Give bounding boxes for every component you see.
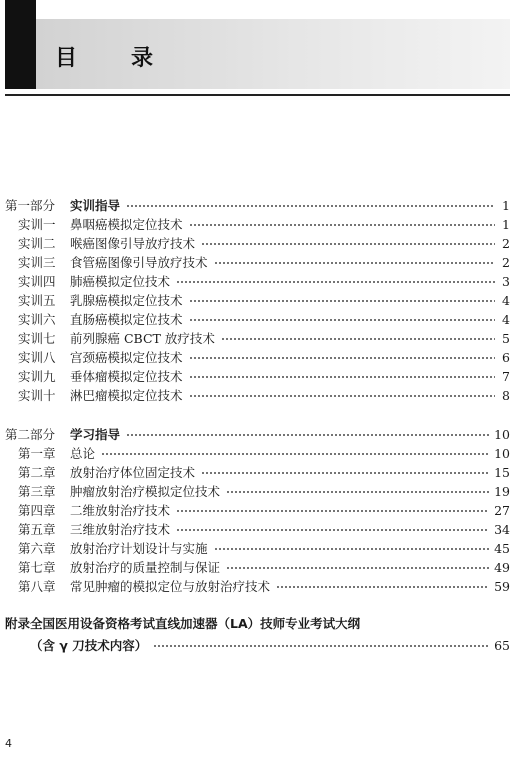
toc-entry — [5, 482, 510, 501]
entry-title: 常见肿瘤的模拟定位与放射治疗技术 — [70, 579, 271, 594]
dot-leader — [201, 242, 495, 246]
entry-page: 34 — [494, 522, 510, 537]
part-label: 第一部分 — [5, 198, 56, 213]
entry-page: 3 — [502, 274, 510, 289]
page-number: 4 — [5, 737, 12, 750]
appendix-title-line-1: 全国医用设备资格考试直线加速器（LA）技师专业考试大纲 — [30, 616, 361, 631]
toc-part-heading — [5, 425, 510, 444]
toc-part-heading — [5, 196, 510, 215]
entry-number: 第四章 — [18, 503, 56, 518]
entry-title: 肺癌模拟定位技术 — [70, 274, 171, 289]
toc-entry — [5, 272, 510, 291]
entry-page: 4 — [502, 312, 510, 327]
dot-leader — [189, 356, 495, 360]
dot-leader — [126, 433, 489, 437]
toc-entry — [5, 367, 510, 386]
entry-page: 45 — [494, 541, 510, 556]
dot-leader — [214, 547, 490, 551]
entry-page: 15 — [494, 465, 510, 480]
entry-number: 实训五 — [18, 293, 56, 308]
entry-title: 三维放射治疗技术 — [70, 522, 171, 537]
toc-entry — [5, 577, 510, 596]
entry-page: 59 — [494, 579, 510, 594]
entry-title: 总论 — [70, 446, 96, 461]
dot-leader — [101, 452, 489, 456]
appendix-page: 65 — [494, 638, 510, 653]
entry-title: 放射治疗计划设计与实施 — [70, 541, 208, 556]
toc-entry — [5, 520, 510, 539]
toc-entry — [5, 329, 510, 348]
entry-title: 二维放射治疗技术 — [70, 503, 171, 518]
entry-number: 实训十 — [18, 388, 56, 403]
toc-entry — [5, 444, 510, 463]
entry-title: 鼻咽癌模拟定位技术 — [70, 217, 183, 232]
dot-leader — [189, 394, 495, 398]
entry-number: 实训九 — [18, 369, 56, 384]
entry-page: 49 — [494, 560, 510, 575]
entry-title: 直肠癌模拟定位技术 — [70, 312, 183, 327]
entry-title: 食管癌图像引导放疗技术 — [70, 255, 208, 270]
header-divider — [5, 94, 510, 96]
entry-number: 实训三 — [18, 255, 56, 270]
toc-entry — [5, 348, 510, 367]
entry-page: 4 — [502, 293, 510, 308]
toc-part-1 — [5, 196, 510, 405]
entry-page: 8 — [502, 388, 510, 403]
header-black-bar — [5, 0, 36, 89]
toc-appendix — [5, 613, 510, 657]
dot-leader — [153, 644, 489, 648]
toc-entry — [5, 215, 510, 234]
entry-page: 1 — [502, 217, 510, 232]
dot-leader — [221, 337, 495, 341]
entry-page: 10 — [494, 446, 510, 461]
toc-entry — [5, 234, 510, 253]
entry-number: 实训六 — [18, 312, 56, 327]
dot-leader — [176, 528, 489, 532]
dot-leader — [176, 280, 495, 284]
part-label: 第二部分 — [5, 427, 56, 442]
dot-leader — [201, 471, 489, 475]
entry-title: 放射治疗体位固定技术 — [70, 465, 196, 480]
entry-number: 第一章 — [18, 446, 56, 461]
toc-entry — [5, 463, 510, 482]
entry-number: 第八章 — [18, 579, 56, 594]
dot-leader — [189, 375, 495, 379]
entry-title: 垂体瘤模拟定位技术 — [70, 369, 183, 384]
page-title-char-1: 目 — [55, 46, 78, 71]
page-title — [55, 41, 175, 69]
entry-page: 2 — [502, 255, 510, 270]
part-page: 1 — [502, 198, 510, 213]
entry-page: 19 — [494, 484, 510, 499]
entry-number: 实训四 — [18, 274, 56, 289]
appendix-row-1 — [5, 613, 510, 635]
entry-title: 乳腺癌模拟定位技术 — [70, 293, 183, 308]
entry-number: 实训八 — [18, 350, 56, 365]
entry-title: 喉癌图像引导放疗技术 — [70, 236, 196, 251]
toc-entry — [5, 386, 510, 405]
entry-title: 淋巴瘤模拟定位技术 — [70, 388, 183, 403]
entry-page: 2 — [502, 236, 510, 251]
toc-entry — [5, 501, 510, 520]
entry-number: 实训一 — [18, 217, 56, 232]
appendix-title-line-2: （含 γ 刀技术内容） — [30, 638, 148, 653]
toc-entry — [5, 539, 510, 558]
toc-entry — [5, 253, 510, 272]
entry-number: 第三章 — [18, 484, 56, 499]
dot-leader — [226, 490, 489, 494]
dot-leader — [276, 585, 489, 589]
entry-page: 27 — [494, 503, 510, 518]
appendix-label: 附录 — [5, 616, 31, 631]
toc-entry — [5, 558, 510, 577]
entry-number: 第六章 — [18, 541, 56, 556]
entry-title: 肿瘤放射治疗模拟定位技术 — [70, 484, 221, 499]
part-page: 10 — [494, 427, 510, 442]
entry-title: 宫颈癌模拟定位技术 — [70, 350, 183, 365]
entry-number: 实训七 — [18, 331, 56, 346]
entry-title: 前列腺癌 CBCT 放疗技术 — [70, 331, 215, 346]
entry-number: 第五章 — [18, 522, 56, 537]
toc-part-2 — [5, 425, 510, 596]
part-title: 实训指导 — [70, 198, 121, 213]
dot-leader — [189, 318, 495, 322]
entry-number: 实训二 — [18, 236, 56, 251]
toc-entry — [5, 291, 510, 310]
dot-leader — [226, 566, 489, 570]
entry-number: 第七章 — [18, 560, 56, 575]
toc-entry — [5, 310, 510, 329]
appendix-row-2 — [5, 635, 510, 657]
page-title-char-2: 录 — [131, 46, 154, 71]
entry-number: 第二章 — [18, 465, 56, 480]
entry-page: 6 — [502, 350, 510, 365]
dot-leader — [189, 299, 495, 303]
entry-title: 放射治疗的质量控制与保证 — [70, 560, 221, 575]
dot-leader — [214, 261, 495, 265]
entry-page: 5 — [502, 331, 510, 346]
dot-leader — [126, 204, 495, 208]
entry-page: 7 — [502, 369, 510, 384]
dot-leader — [176, 509, 489, 513]
part-title: 学习指导 — [70, 427, 121, 442]
dot-leader — [189, 223, 495, 227]
